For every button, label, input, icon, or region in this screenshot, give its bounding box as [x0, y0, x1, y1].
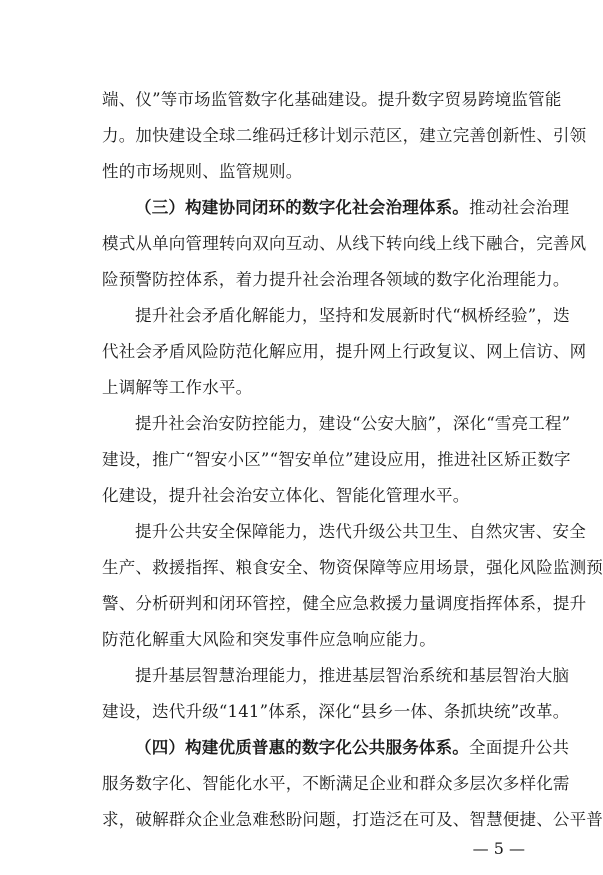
text-line: 端、仪”等市场监管数字化基础建设。提升数字贸易跨境监管能	[102, 90, 562, 109]
text-line: 提升社会治安防控能力，建设“公安大脑”，深化“雪亮工程”	[135, 414, 571, 433]
text-span: 推动社会治理	[469, 198, 570, 217]
section-heading-line	[135, 736, 570, 760]
text-span: 全面提升公共	[469, 738, 570, 757]
section-heading: （三）构建协同闭环的数字化社会治理体系。	[135, 198, 469, 217]
text-line: 提升基层智慧治理能力，推进基层智治系统和基层智治大脑	[135, 666, 570, 685]
text-line: 提升社会矛盾化解能力，坚持和发展新时代“枫桥经验”，迭	[135, 306, 570, 325]
page-number: — 5 —	[472, 839, 525, 858]
section-heading: （四）构建优质普惠的数字化公共服务体系。	[135, 738, 469, 757]
text-line: 力。加快建设全球二维码迁移计划示范区，建立完善创新性、引领	[102, 126, 587, 145]
text-line: 化建设，提升社会治安立体化、智能化管理水平。	[102, 486, 470, 505]
text-line: 防范化解重大风险和突发事件应急响应能力。	[102, 630, 436, 649]
text-line: 险预警防控体系，着力提升社会治理各领域的数字化治理能力。	[102, 270, 570, 289]
text-line: 模式从单向管理转向双向互动、从线下转向线上线下融合，完善风	[102, 234, 587, 253]
section-heading-line	[135, 196, 570, 220]
text-line: 生产、救援指挥、粮食安全、物资保障等应用场景，强化风险监测预	[102, 558, 603, 577]
text-line: 提升公共安全保障能力，迭代升级公共卫生、自然灾害、安全	[135, 522, 586, 541]
text-line: 警、分析研判和闭环管控，健全应急救援力量调度指挥体系，提升	[102, 594, 587, 613]
text-line: 建设，迭代升级“141”体系，深化“县乡一体、条抓块统”改革。	[102, 702, 570, 721]
text-line: 上调解等工作水平。	[102, 378, 253, 397]
text-line: 求，破解群众企业急难愁盼问题，打造泛在可及、智慧便捷、公平普	[102, 810, 603, 829]
text-line: 代社会矛盾风险防范化解应用，提升网上行政复议、网上信访、网	[102, 342, 587, 361]
text-line: 服务数字化、智能化水平，不断满足企业和群众多层次多样化需	[102, 774, 570, 793]
text-line: 性的市场规则、监管规则。	[102, 162, 303, 181]
text-line: 建设，推广“智安小区”“智安单位”建设应用，推进社区矫正数字	[102, 450, 571, 469]
